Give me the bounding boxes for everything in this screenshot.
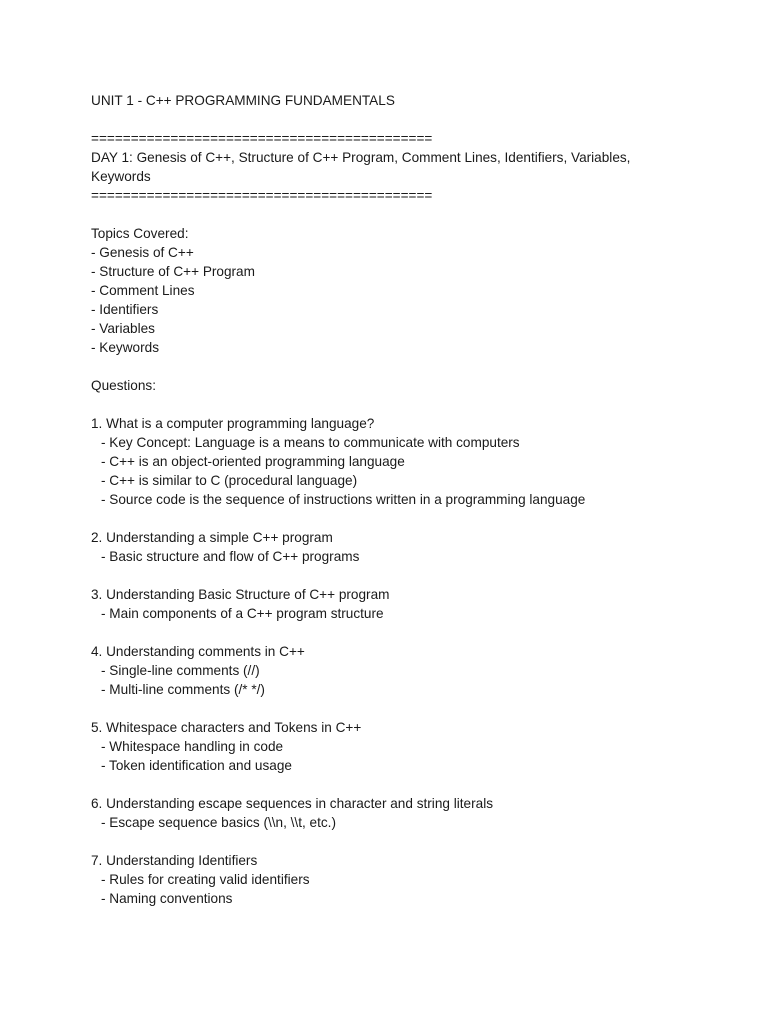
question-title: 6. Understanding escape sequences in character and string literals	[91, 796, 494, 811]
question-5	[91, 718, 691, 775]
question-point: - Single-line comments (//)	[101, 663, 260, 678]
question-2	[91, 528, 691, 566]
question-title: 7. Understanding Identifiers	[91, 853, 258, 868]
day-title: DAY 1: Genesis of C++, Structure of C++ Program, Comment Lines, Identifiers, Variables, Keywords	[91, 150, 631, 184]
list-item: - Genesis of C++	[91, 245, 194, 260]
question-point: - Multi-line comments (/* */)	[101, 682, 265, 697]
list-item: - Variables	[91, 321, 155, 336]
question-point: - Key Concept: Language is a means to communicate with computers	[101, 435, 520, 450]
separator-bottom: ===========================================	[91, 188, 433, 203]
question-point: - Token identification and usage	[101, 758, 292, 773]
list-item: - Comment Lines	[91, 283, 195, 298]
question-title: 3. Understanding Basic Structure of C++ program	[91, 587, 390, 602]
topics-heading: Topics Covered:	[91, 226, 189, 241]
question-title: 1. What is a computer programming language?	[91, 416, 375, 431]
list-item: - Keywords	[91, 340, 159, 355]
question-point: - Whitespace handling in code	[101, 739, 284, 754]
document-page	[91, 91, 691, 908]
question-title: 5. Whitespace characters and Tokens in C++	[91, 720, 362, 735]
question-point: - Rules for creating valid identifiers	[101, 872, 310, 887]
question-point: - C++ is an object-oriented programming language	[101, 454, 405, 469]
question-3	[91, 585, 691, 623]
question-point: - Basic structure and flow of C++ programs	[101, 549, 360, 564]
question-title: 2. Understanding a simple C++ program	[91, 530, 333, 545]
topics-list	[91, 243, 691, 357]
question-6	[91, 794, 691, 832]
question-title: 4. Understanding comments in C++	[91, 644, 305, 659]
question-point: - Main components of a C++ program structure	[101, 606, 384, 621]
question-point: - Source code is the sequence of instructions written in a programming language	[101, 492, 586, 507]
separator-top: ===========================================	[91, 131, 433, 146]
list-item: - Structure of C++ Program	[91, 264, 255, 279]
questions-heading: Questions:	[91, 378, 156, 393]
question-1	[91, 414, 691, 509]
question-point: - C++ is similar to C (procedural language)	[101, 473, 358, 488]
question-7	[91, 851, 691, 908]
question-4	[91, 642, 691, 699]
question-point: - Naming conventions	[101, 891, 233, 906]
list-item: - Identifiers	[91, 302, 159, 317]
unit-title: UNIT 1 - C++ PROGRAMMING FUNDAMENTALS	[91, 93, 395, 108]
question-point: - Escape sequence basics (\\n, \\t, etc.)	[101, 815, 336, 830]
